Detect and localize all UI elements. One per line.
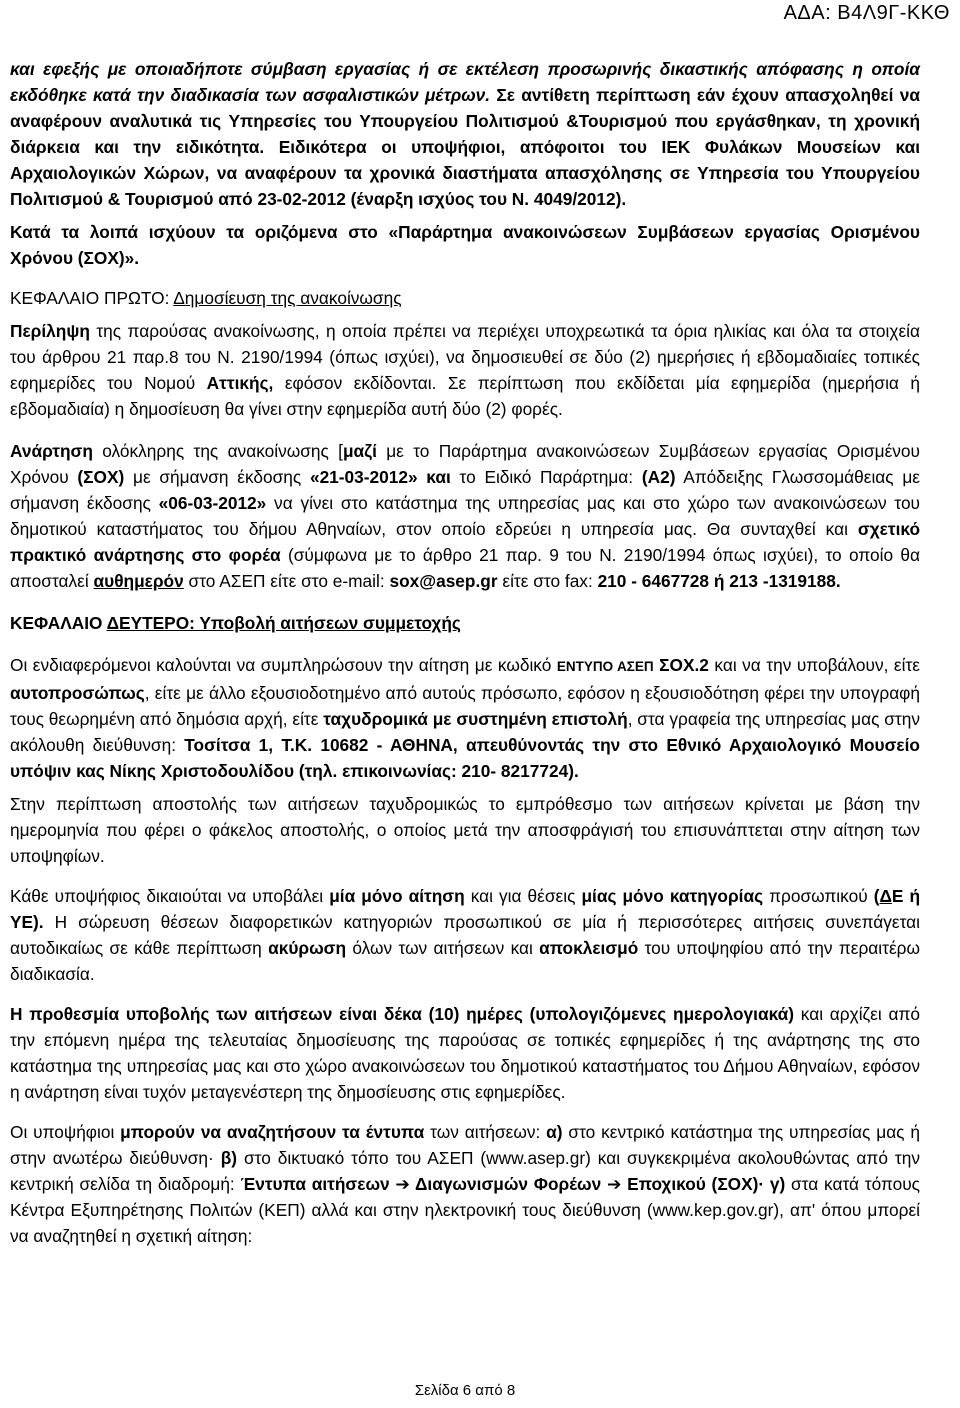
page-number: Σελίδα 6 από 8 (414, 1382, 516, 1399)
paragraph-single-application: Κάθε υποψήφιος δικαιούται να υποβάλει μία μόνο αίτηση και για θέσεις μίας μόνο κατηγορίας προσωπικού (ΔΕ ή ΥΕ). Η σώρευση θέσεων διαφορετικών κατηγοριών προσωπικού σε μία ή περισσότερες αιτήσεις συνεπάγεται αυτοδικαίως σε κάθε περίπτωση ακύρωση όλων των αιτήσεων και αποκλεισμό του υποψηφίου από την περαιτέρω διαδικασία. (10, 886, 921, 984)
paragraph-previous-employment: και εφεξής με οποιαδήποτε σύμβαση εργασίας ή σε εκτέλεση προσωρινής δικαστικής απόφασης η οποία εκδόθηκε κατά την διαδικασία των ασφαλιστικών μέτρων. Σε αντίθετη περίπτωση εάν έχουν απασχοληθεί να αναφέρουν αναλυτικά τις Υπηρεσίες του Υπουργείου Πολιτισμού &Τουρισμού που εργάσθηκαν, τη χρονική διάρκεια και την ειδικότητα. Ειδικότερα οι υποψήφιοι, απόφοιτοι του ΙΕΚ Φυλάκων Μουσείων και Αρχαιολογικών Χώρων, να αναφέρουν τα χρονικά διαστήματα απασχόλησης σε Υπηρεσία του Υπουργείου Πολιτισμού & Τουρισμού από 23-02-2012 (έναρξη ισχύος του Ν. 4049/2012). (10, 59, 920, 209)
paragraph-summary-publication: Περίληψη της παρούσας ανακοίνωσης, η οποία πρέπει να περιέχει υποχρεωτικά τα όρια ηλικίας και όλα τα στοιχεία του άρθρου 21 παρ.8 του Ν. 2190/1994 (όπως ισχύει), να δημοσιευθεί σε δύο (2) ημερήσιες ή εβδομαδιαίες τοπικές εφημερίδες του Νομού Αττικής, εφόσον εκδίδονται. Σε περίπτωση που εκδίδεται μία εφημερίδα (ημερήσια ή εβδομαδιαία) η δημοσίευση θα γίνει στην εφημερίδα αυτή δύο (2) φορές. (10, 321, 920, 419)
chapter-two-heading: ΚΕΦΑΛΑΙΟ ΔΕΥΤΕΡΟ: Υποβολή αιτήσεων συμμετοχής (10, 613, 461, 633)
document-page (10, 56, 920, 1249)
paragraph-deadline: Η προθεσμία υποβολής των αιτήσεων είναι δέκα (10) ημέρες (υπολογιζόμενες ημερολογιακά) και αρχίζει από την επόμενη ημέρα της τελευταίας δημοσίευσης της παρούσας σε τοπικές εφημερίδες ή της ανάρτησης της στο κατάστημα της υπηρεσίας μας και στο χώρο ανακοινώσεων του δημοτικού καταστήματος του Δήμου Αθηναίων, εφόσον η ανάρτηση είναι τυχόν μεταγενέστερη της δημοσίευσης στις εφημερίδες. (10, 1004, 920, 1102)
paragraph-postal-timeliness: Στην περίπτωση αποστολής των αιτήσεων ταχυδρομικώς το εμπρόθεσμο των αιτήσεων κρίνεται με βάση την ημερομηνία που φέρει ο φάκελος αποστολής, ο οποίος μετά την αποσφράγισή του επισυνάπτεται στην αίτηση των υποψηφίων. (10, 794, 920, 866)
paragraph-posting: Ανάρτηση ολόκληρης της ανακοίνωσης [μαζί με το Παράρτημα ανακοινώσεων Συμβάσεων εργασίας Ορισμένου Χρόνου (ΣΟΧ) με σήμανση έκδοσης «21-03-2012» και το Ειδικό Παράρτημα: (Α2) Απόδειξης Γλωσσομάθειας με σήμανση έκδοσης «06-03-2012» να γίνει στο κατάστημα της υπηρεσίας μας και στο χώρο των ανακοινώσεων του δημοτικού καταστήματος του δήμου Αθηναίων, στον οποίο εδρεύει η υπηρεσία μας. Θα συνταχθεί και σχετικό πρακτικό ανάρτησης στο φορέα (σύμφωνα με το άρθρο 21 παρ. 9 του Ν. 2190/1994 όπως ισχύει), το οποίο θα αποσταλεί αυθημερόν στο ΑΣΕΠ είτε στο e-mail: sox@asep.gr είτε στο fax: 210 - 6467728 ή 213 -1319188. (10, 441, 921, 591)
ada-code: ΑΔΑ: Β4Λ9Γ-ΚΚΘ (783, 2, 950, 24)
email-link[interactable]: sox@asep.gr (389, 571, 498, 591)
paragraph-forms-availability: Οι υποψήφιοι μπορούν να αναζητήσουν τα έντυπα των αιτήσεων: α) στο κεντρικό κατάστημα της υπηρεσίας μας ή στην ανωτέρω διεύθυνση· β) στο δικτυακό τόπο του ΑΣΕΠ (www.asep.gr) και συγκεκριμένα ακολουθώντας από την κεντρική σελίδα τη διαδρομή: Έντυπα αιτήσεων ➔ Διαγωνισμών Φορέων ➔ Εποχικού (ΣΟΧ)· γ) στα κατά τόπους Κέντρα Εξυπηρέτησης Πολιτών (ΚΕΠ) αλλά και στην ηλεκτρονική τους διεύθυνση (www.kep.gov.gr), απ' όπου μπορεί να αναζητηθεί η σχετική αίτηση: (10, 1122, 921, 1246)
paragraph-application-submission: Οι ενδιαφερόμενοι καλούνται να συμπληρώσουν την αίτηση με κωδικό ΕΝΤΥΠΟ ΑΣΕΠ ΣΟΧ.2 και να την υποβάλουν, είτε αυτοπροσώπως, είτε με άλλο εξουσιοδοτημένο από αυτούς πρόσωπο, εφόσον η εξουσιοδότηση φέρει την υπογραφή τους θεωρημένη από δημόσια αρχή, είτε ταχυδρομικά με συστημένη επιστολή, στα γραφεία της υπηρεσίας μας στην ακόλουθη διεύθυνση: Τοσίτσα 1, Τ.Κ. 10682 - ΑΘΗΝΑ, απευθύνοντάς την στο Εθνικό Αρχαιολογικό Μουσείο υπόψιν κας Νίκης Χριστοδουλίδου (τηλ. επικοινωνίας: 210- 8217724). (10, 655, 920, 781)
paragraph-annex-reference: Κατά τα λοιπά ισχύουν τα οριζόμενα στο «Παράρτημα ανακοινώσεων Συμβάσεων εργασίας Ορισμένου Χρόνου (ΣΟΧ)». (10, 222, 920, 268)
chapter-one-heading: ΚΕΦΑΛΑΙΟ ΠΡΩΤΟ: Δημοσίευση της ανακοίνωσης (10, 288, 402, 308)
